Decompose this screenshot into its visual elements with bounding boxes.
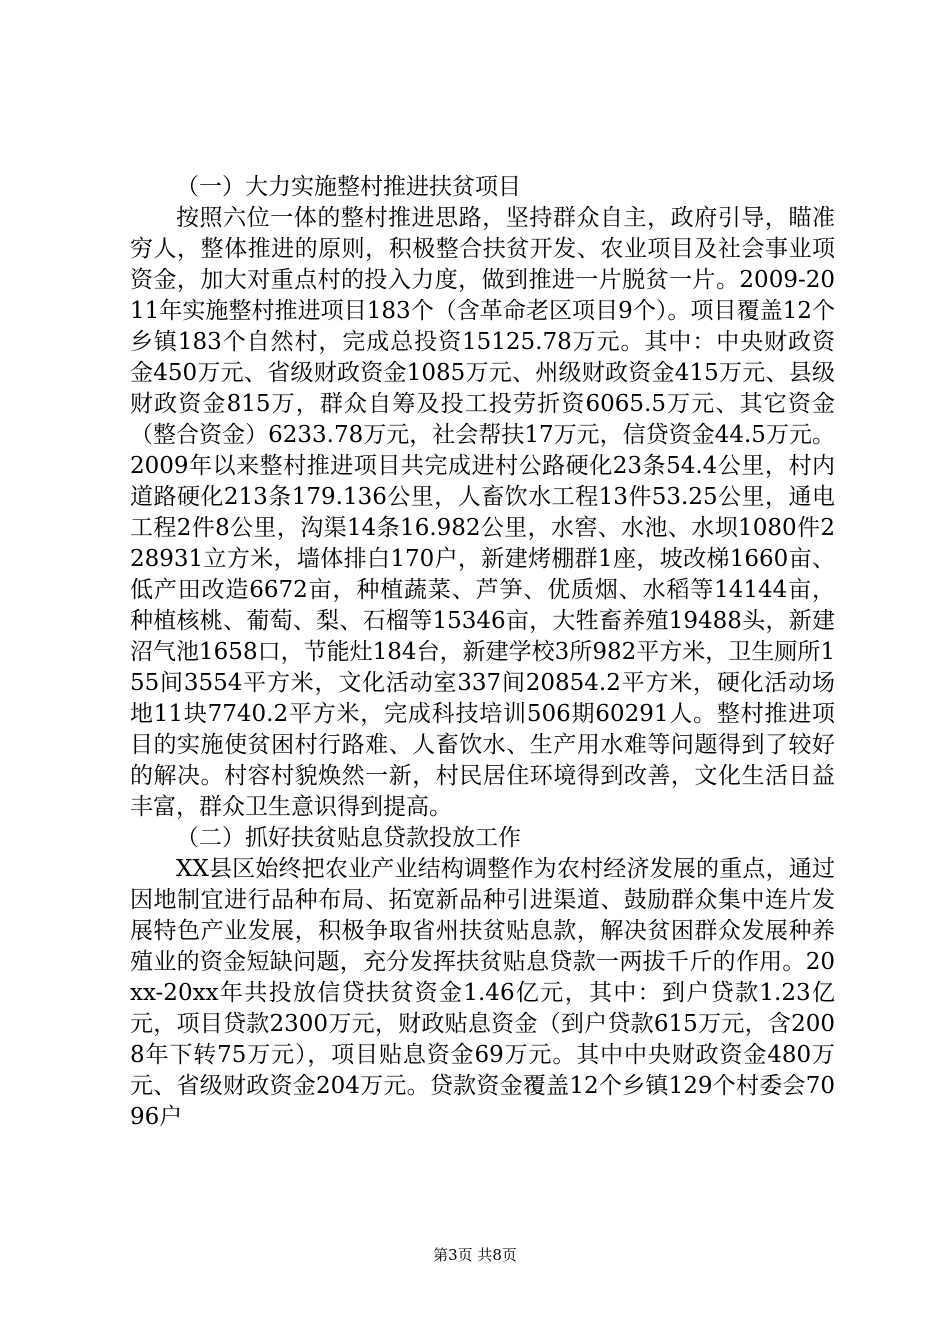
section-paragraph-2: XX县区始终把农业产业结构调整作为农村经济发展的重点，通过因地制宜进行品种布局、拓宽新品种引进渠道、鼓励群众集中连片发展特色产业发展，积极争取省州扶贫贴息款，解决贫困群众发展种养殖业的资金短缺问题，充分发挥扶贫贴息贷款一两拔千斤的作用。20xx-20xx年共投放信贷扶贫资金1.46亿元，其中：到户贷款1.23亿元，项目贷款2300万元，财政贴息资金（到户贷款615万元，含2008年下转75万元），项目贴息资金69万元。其中中央财政资金480万元、省级财政资金204万元。贷款资金覆盖12个乡镇129个村委会7096户 xyxy=(130,856,835,1130)
section-heading-2: （二）抓好扶贫贴息贷款投放工作 xyxy=(176,825,521,851)
page-number-footer: 第3页 共8页 xyxy=(433,1246,517,1264)
document-body xyxy=(130,172,835,1133)
section-heading-1: （一）大力实施整村推进扶贫项目 xyxy=(176,174,521,200)
section-paragraph-1: 按照六位一体的整村推进思路，坚持群众自主，政府引导，瞄准穷人，整体推进的原则，积极整合扶贫开发、农业项目及社会事业项资金，加大对重点村的投入力度，做到推进一片脱贫一片。2009-2011年实施整村推进项目183个（含革命老区项目9个）。项目覆盖12个乡镇183个自然村，完成总投资15125.78万元。其中：中央财政资金450万元、省级财政资金1085万元、州级财政资金415万元、县级财政资金815万，群众自筹及投工投劳折资6065.5万元、其它资金（整合资金）6233.78万元，社会帮扶17万元，信贷资金44.5万元。2009年以来整村推进项目共完成进村公路硬化23条54.4公里，村内道路硬化213条179.136公里，人畜饮水工程13件53.25公里，通电工程2件8公里，沟渠14条16.982公里，水窖、水池、水坝1080件228931立方米，墙体排白170户，新建烤棚群1座，坡改梯1660亩、低产田改造6672亩，种植蔬菜、芦笋、优质烟、水稻等14144亩，种植核桃、葡萄、梨、石榴等15346亩，大牲畜养殖19488头，新建沼气池1658口，节能灶184台，新建学校3所982平方米，卫生厕所155间3554平方米，文化活动室337间20854.2平方米，硬化活动场地11块7740.2平方米，完成科技培训506期60291人。整村推进项目的实施使贫困村行路难、人畜饮水、生产用水难等问题得到了较好的解决。村容村貌焕然一新，村民居住环境得到改善，文化生活日益丰富，群众卫生意识得到提高。 xyxy=(130,205,835,820)
